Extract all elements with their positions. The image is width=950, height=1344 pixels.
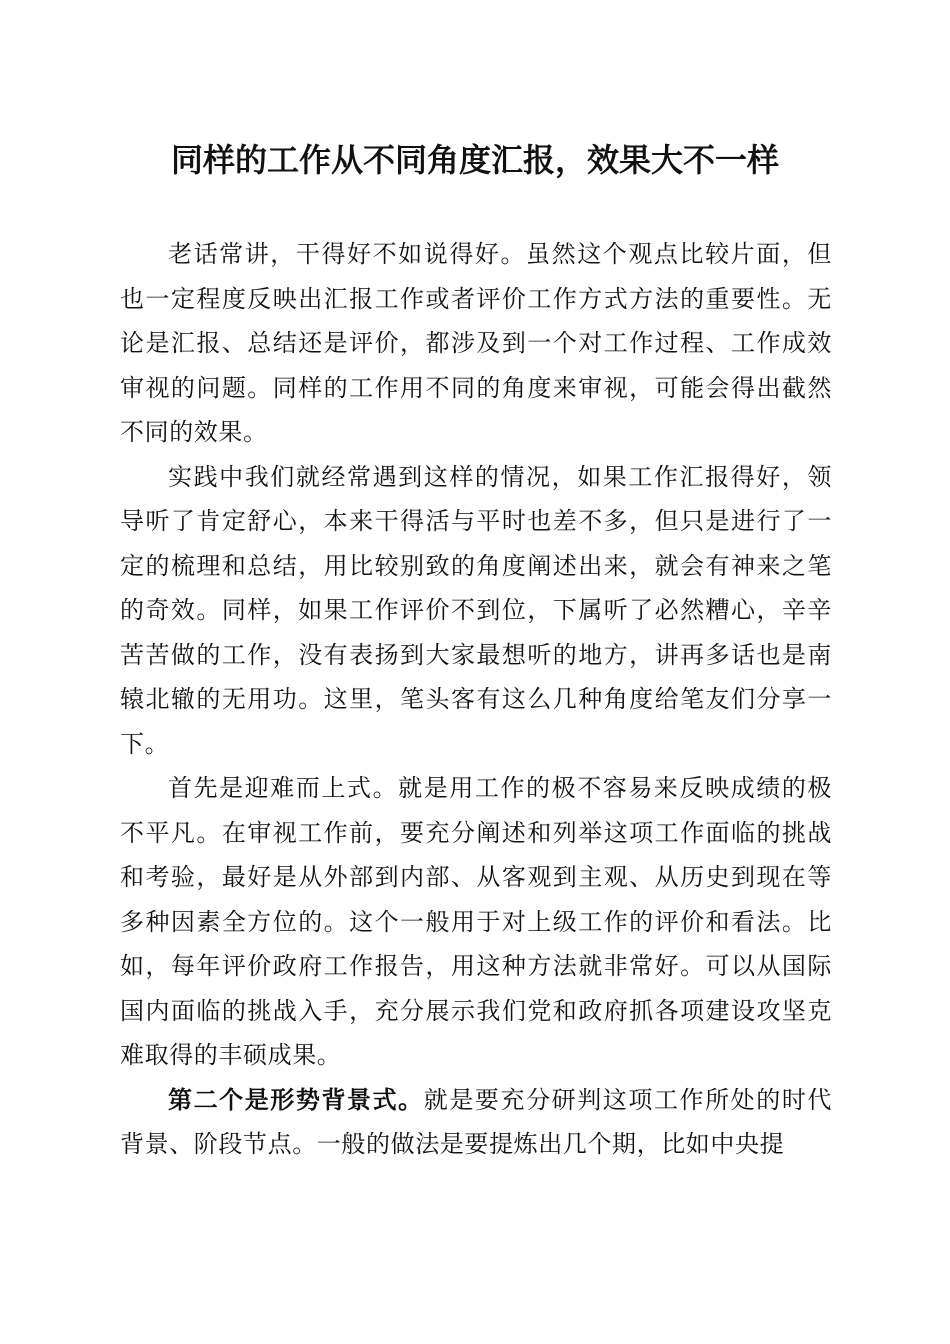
document-body — [120, 232, 832, 1167]
document-title: 同样的工作从不同角度汇报，效果大不一样 — [170, 141, 779, 179]
paragraph — [120, 766, 832, 1078]
paragraph-text: 实践中我们就经常遇到这样的情况，如果工作汇报得好，领导听了肯定舒心，本来干得活与平时也差不多，但只是进行了一定的梳理和总结，用比较别致的角度阐述出来，就会有神来之笔的奇效。同样，如果工作评价不到位，下属听了必然糟心，辛辛苦苦做的工作，没有表扬到大家最想听的地方，讲再多话也是南辕北辙的无用功。这里，笔头客有这么几种角度给笔友们分享一下。 — [120, 462, 832, 758]
paragraph-text: 就是要充分研判这项工作所处的时代背景、阶段节点。一般的做法是要提炼出几个期，比如中央提 — [120, 1085, 832, 1158]
paragraph-text: 首先是迎难而上式。就是用工作的极不容易来反映成绩的极不平凡。在审视工作前，要充分阐述和列举这项工作面临的挑战和考验，最好是从外部到内部、从客观到主观、从历史到现在等多种因素全方位的。这个一般用于对上级工作的评价和看法。比如，每年评价政府工作报告，用这种方法就非常好。可以从国际国内面临的挑战入手，充分展示我们党和政府抓各项建设攻坚克难取得的丰硕成果。 — [120, 774, 832, 1069]
paragraph-text: 老话常讲，干得好不如说得好。虽然这个观点比较片面，但也一定程度反映出汇报工作或者评价工作方式方法的重要性。无论是汇报、总结还是评价，都涉及到一个对工作过程、工作成效审视的问题。同样的工作用不同的角度来审视，可能会得出截然不同的效果。 — [120, 240, 832, 446]
paragraph-lead: 第二个是形势背景式。 — [168, 1084, 424, 1114]
paragraph — [120, 232, 832, 455]
paragraph — [120, 455, 832, 767]
paragraph — [120, 1078, 832, 1167]
